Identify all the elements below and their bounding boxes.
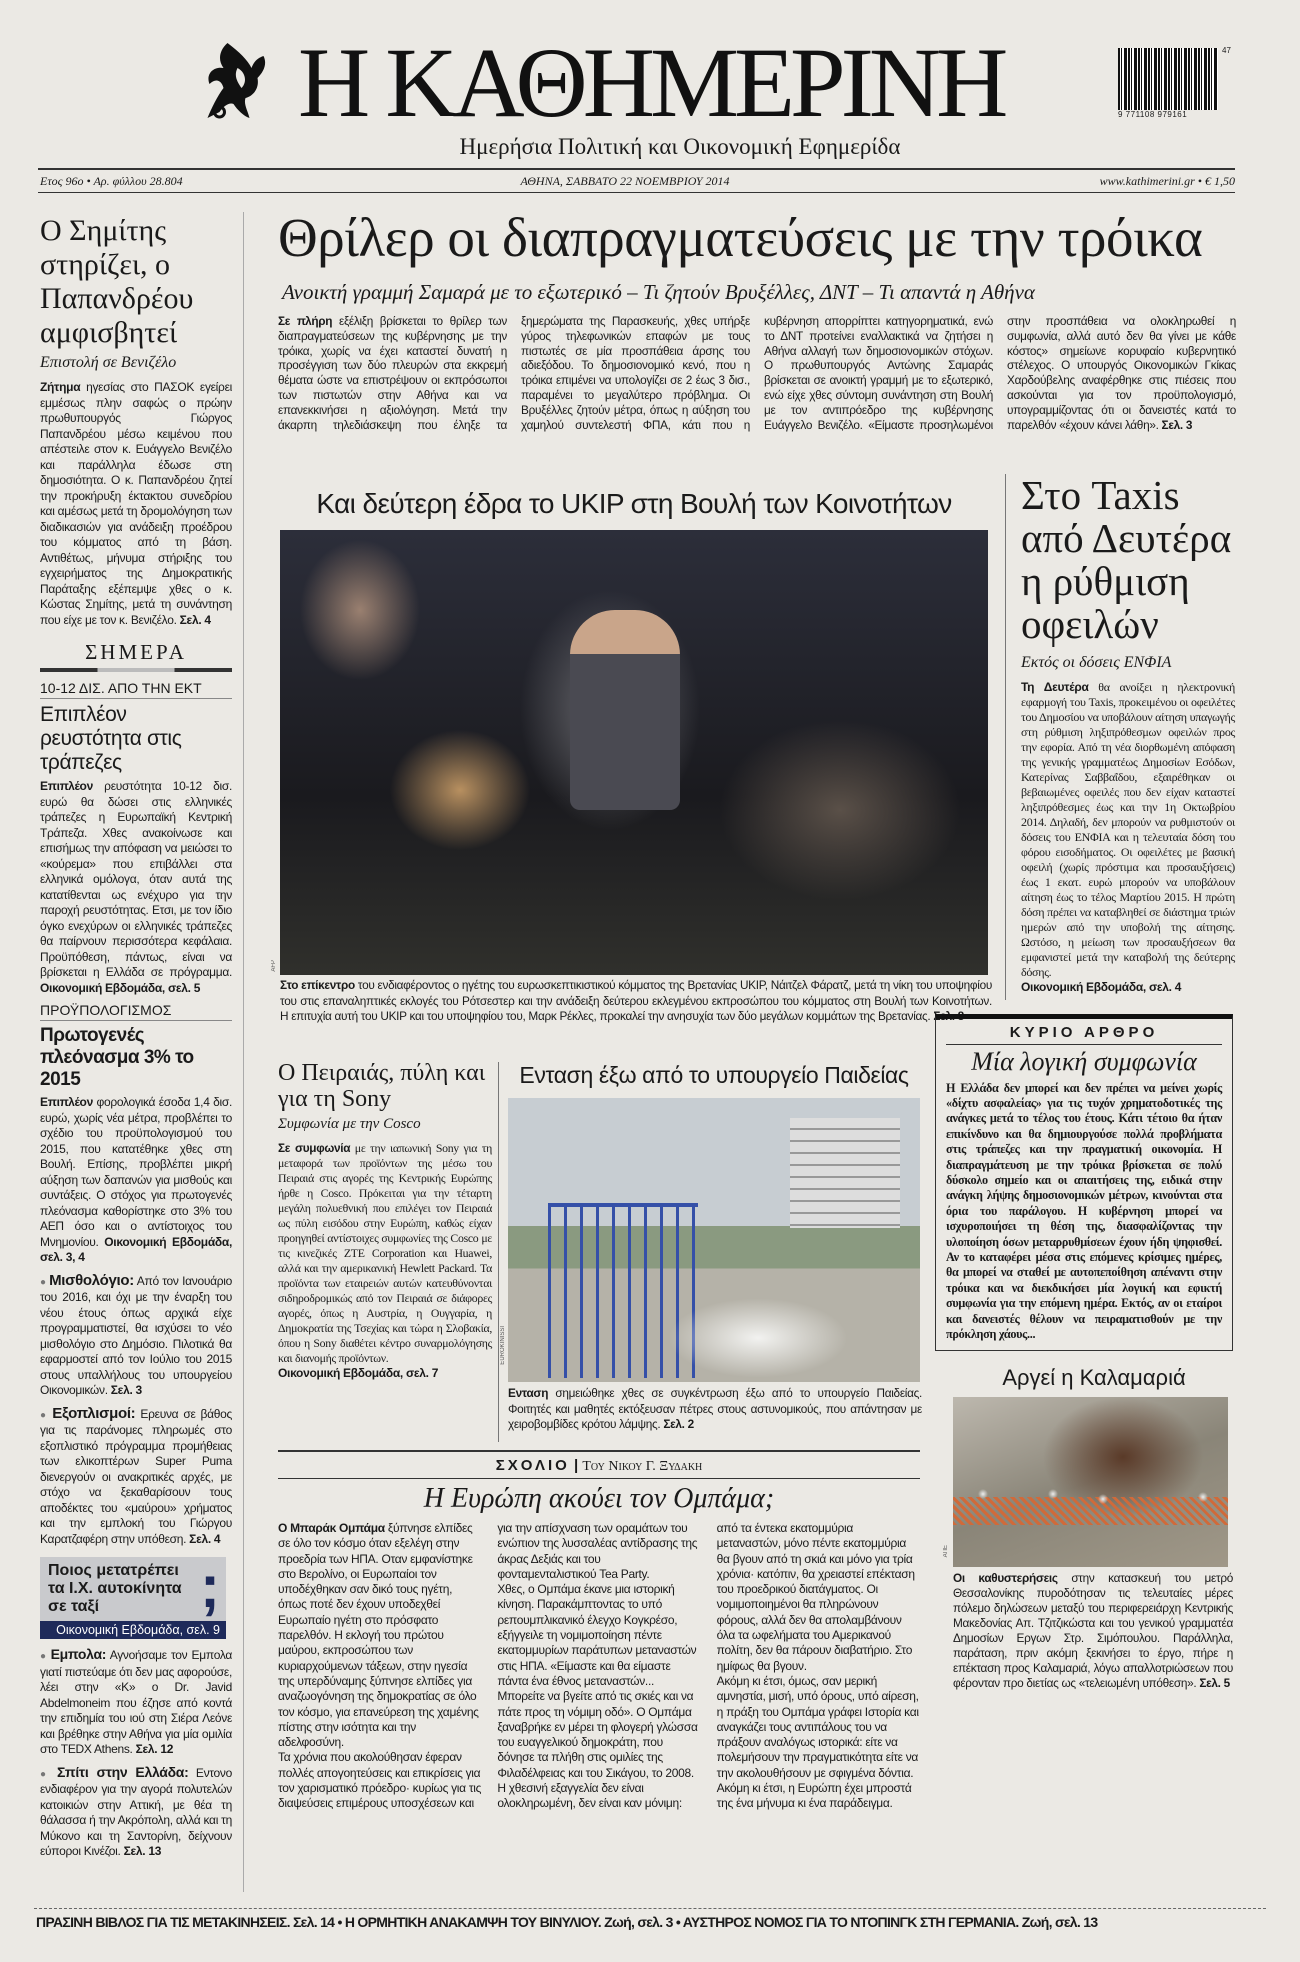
masthead-subtitle: Ημερήσια Πολιτική και Οικονομική Εφημερίδα xyxy=(459,134,901,159)
page-ref: Σελ. 4 xyxy=(186,1531,221,1546)
masthead-rule-bottom xyxy=(38,192,1235,193)
paragraph: Χθες, ο Ομπάμα έκανε μια ιστορική κίνηση. Παρακάμπτοντας το υπό ρεπουμπλικανικό έλεγχο Κογκρέσο, εξήγγειλε τη νομιμοποίηση πέντε εκατομμυρίων παράτυπων μεταναστών στις ΗΠΑ. «Είμαστε και θα είμαστε πάντα ένα έθνος μεταναστών... Μπορείτε να βγείτε από τις σκιές και να πάτε προς τη νόμιμη οδό». Ο Ομπάμα ξαναβρήκε εν μέρει τη φλογερή γλώσσα του ευαγγελικού δημοκράτη, που δόνησε τα πλήθη στις ομιλίες της Φιλαδέλφειας και του Σικάγου, το 2008. xyxy=(497,1582,698,1780)
page-ref: Οικονομική Εβδομάδα, σελ. 3, 4 xyxy=(40,1234,232,1264)
workers xyxy=(973,1489,1213,1549)
body-text: του ενδιαφέροντος ο ηγέτης του ευρωσκεπτικιστικού κόμματος της Βρετανίας UKIP, Νάιτζελ Φάρατζ, μετά τη νίκη του υποψηφίου του στις επαναληπτικές εκλογές του Ρότσεστερ και την ανάδειξη δεύτερου εκλεγμένου εκπροσώπου του κόμματος στη Βουλή των Κοινοτήτων. Η επιτυχία αυτή του UKIP και του υποψηφίου του, Μαρκ Ρέκλες, προκαλεί την ανησυχία των δύο μεγάλων κομμάτων της Βρετανίας. xyxy=(280,978,992,1023)
paragraph: Η χθεσινή εξαγγελία δεν είναι ολοκληρωμένη, δεν είναι καν μόνιμη: από τα έντεκα εκατομμύρια μεταναστών, μόνο πέντε εκατομμύρια θα βγουν από τη σκιά και μόνο για τρία χρόνια· κατόπιν, θα χρειαστεί επέκταση του προεδρικού διατάγματος. Οι νομιμοποιημένοι θα πληρώνουν φόρους, αλλά δεν θα απολαμβάνουν όλα τα ωφελήματα του Αμερικανού πολίτη, δεν θα πάρουν διαβατήριο. Στο ημίφως θα βγουν. xyxy=(497,1521,915,1811)
comment-body xyxy=(278,1521,920,1812)
subhead: Συμφωνία με την Cosco xyxy=(278,1116,421,1132)
ukip-headline: Και δεύτερη έδρα το UKIP στη Βουλή των Κοινοτήτων xyxy=(316,488,952,519)
editorial-headline: Μία λογική συμφωνία xyxy=(971,1046,1197,1076)
kicker: ΠΡΟΫΠΟΛΟΓΙΣΜΟΣ xyxy=(40,1002,232,1021)
dateline: ΑΘΗΝΑ, ΣΑΒΒΑΤΟ 22 ΝΟΕΜΒΡΙΟΥ 2014 xyxy=(520,174,730,188)
bullet-lead: Μισθολόγιο: xyxy=(49,1271,134,1289)
barcode xyxy=(1118,48,1236,128)
lead-word: Ενταση xyxy=(508,1386,549,1400)
semicolon-icon: ; xyxy=(200,1553,220,1620)
barcode-addon: 47 xyxy=(1222,46,1231,55)
lead-word: Σε συμφωνία xyxy=(278,1141,351,1155)
editorial-text: Η Ελλάδα δεν μπορεί και δεν πρέπει να μείνει χωρίς «δίχτυ ασφαλείας» για τις τυχόν χρηματοδοτικές της ανάγκες μετά το τέλος του έτους. Κάτι τέτοιο θα ήταν επικίνδυνο και θα δημιουργούσε πολλά προβλήματα στις τράπεζες και την πραγματική οικονομία. Η διαπραγμάτευση με την τρόικα βρίσκεται σε πολύ δύσκολο σημείο και οι απαιτήσεις της, ειδικά στην ανάγκη λήψης δημοσιονομικών μέτρων, κινούνται στα όρια του παράλογου. Η κυβέρνηση μπορεί να ισχυροποιήσει τη θέση της, διασφαλίζοντας την υλοποίηση όσων μεταρρυθμίσεων έχουν ήδη ψηφισθεί. Αν το καταφέρει μέσα στις επόμενες κρίσιμες ημέρες, θα μπορεί να σταθεί με αυτοπεποίθηση απέναντι στην τρόικα και να διεκδικήσει μία λογική και εφικτή συμφωνία για την επόμενη ημέρα. Εκτός, αν οι εταίροι και δανειστές θέλουν να πειραματισθούν με την πρόκληση χάους... xyxy=(946,1080,1222,1341)
body-text: θα ανοίξει η ηλεκτρονική εφαρμογή του Taxis, προκειμένου οι οφειλέτες του Δημοσίου να υποβάλουν αίτηση υπαγωγής στη ρύθμιση ληξιπρόθεσμων οφειλών προς την εφορία. Από τη νέα διορθωμένη απόφαση της γενικής γραμματέως Δημοσίων Εσόδων, Κατερίνας Σαββαΐδου, εξαιρέθηκαν οι βεβαιωμένες οφειλές που δεν είχαν καταστεί ληξιπρόθεσμες έως και την 1η Οκτωβρίου 2014. Δηλαδή, δεν μπορούν να ρυθμιστούν οι δόσεις του ΕΝΦΙΑ και η τελευταία δόση του φόρου εισοδήματος. Οι οφειλέτες με βασική οφειλή (χωρίς πρόστιμα και προσαυξήσεις) έως 1 εκατ. ευρώ μπορούν να υποβάλουν αίτηση έως το τέλος Μαρτίου 2015. Η πρώτη δόση πρέπει να καταβληθεί σε διάστημα τριών ημερών από την υποβολή της αίτησης. Ωστόσο, η μείωση των προσαυξήσεων θα εμφανιστεί μετά την καταβολή της δεύτερης δόσης. xyxy=(1021,680,1235,979)
building xyxy=(790,1118,900,1228)
comment-header: ΣΧΟΛΙΟ | Του Νικου Γ. Ξυδακη xyxy=(495,1457,703,1474)
bullet-lead: Εξοπλισμοί: xyxy=(52,1404,136,1422)
lead-word: Ο Μπαράκ Ομπάμα xyxy=(278,1521,385,1535)
headline: Στο Taxis από Δευτέρα η ρύθμιση οφειλών xyxy=(1021,472,1232,647)
today-section xyxy=(40,640,232,672)
education-caption xyxy=(508,1386,922,1433)
lead-word: Τη Δευτέρα xyxy=(1021,680,1089,694)
page-ref: Σελ. 13 xyxy=(120,1844,162,1858)
ukip-caption xyxy=(280,978,992,1025)
photo-credit: AFP xyxy=(271,960,277,972)
comment-author: Του Νικου Γ. Ξυδακη xyxy=(582,1459,703,1474)
today-label: ΣΗΜΕΡΑ xyxy=(85,640,187,664)
page-ref: Σελ. 3 xyxy=(107,1383,142,1397)
ticker-rule xyxy=(34,1908,1266,1909)
lead-word: Επιπλέον xyxy=(40,779,93,793)
headline: Πρωτογενές πλεόνασμα 3% το 2015 xyxy=(40,1025,194,1090)
column-divider xyxy=(498,1062,499,1442)
page-ref: Οικονομική Εβδομάδα, σελ. 4 xyxy=(1021,980,1182,994)
paragraph: Τα χρόνια που ακολούθησαν έφεραν πολλές απογοητεύσεις και επικρίσεις για τον χαρισματικό πρόεδρο· κυρίως για τις διαψεύσεις επιμέρους υποσχέσεων και για την απίσχναση των οραμάτων του ενώπιον της λυσσαλέας αντίδρασης της άκρας Δεξιάς και του φονταμενταλιστικού Tea Party. xyxy=(278,1521,698,1811)
story-piraeus xyxy=(278,1060,492,1382)
page-ref: Σελ. 4 xyxy=(176,612,211,627)
body-text: με την ιαπωνική Sony για τη μεταφορά των προϊόντων της μέσω του Πειραιά στις αγορές της Κεντρικής Ευρώπης ήρθε η Cosco. Πρόκειται για την τέταρτη μεγάλη πολυεθνική που επιλέγει τον Πειραιά ως πύλη εισόδου στην Ευρώπη, καθώς είχαν προηγηθεί αντίστοιχες συμφωνίες της Cosco με τις κινεζικές ΖΤΕ Corporation και Huawei, αλλά και την αμερικανική Hewlett Packard. Τα προϊόντα των εταιρειών αυτών κατευθύνονται σιδηροδρομικώς από τον Πειραιά σε διάφορες αγορές, όπως η Αυστρία, η Ουγγαρία, η Δημοκρατία της Τσεχίας και τώρα η Σλοβακία, όπου η Sony διαθέτει κέντρο συναρμολόγησης και διανομής προϊόντων. xyxy=(278,1141,493,1365)
barcode-digits: 9 771108 979161 xyxy=(1118,110,1188,119)
comment-rule-bottom xyxy=(278,1478,920,1479)
comment-headline: Η Ευρώπη ακούει τον Ομπάμα; xyxy=(423,1483,775,1514)
lead-body xyxy=(278,314,1236,432)
farage-figure xyxy=(570,610,680,810)
page-ref: Σελ. 2 xyxy=(660,1417,694,1431)
subhead: Επιστολή σε Βενιζέλο xyxy=(40,354,177,371)
story-taxis xyxy=(1005,474,1235,1000)
headline: Ο Σημίτης στηρίζει, ο Παπανδρέου αμφισβητεί xyxy=(40,214,194,349)
website-price: www.kathimerini.gr • € 1,50 xyxy=(1099,174,1235,188)
lead-word: Ζήτημα xyxy=(40,380,81,394)
smoke xyxy=(668,1298,848,1378)
comment-label: ΣΧΟΛΙΟ xyxy=(495,1457,570,1474)
story-budget xyxy=(40,1002,232,1266)
lead-word: Επιπλέον xyxy=(40,1095,93,1109)
body-text: σημειώθηκε χθες σε συγκέντρωση έξω από το υπουργείο Παιδείας. Φοιτητές και μαθητές εκτόξευσαν πέτρες στους αστυνομικούς, που απάντησαν με χειροβομβίδες κρότου λάμψης. xyxy=(508,1386,922,1431)
story-simitis xyxy=(40,214,232,628)
lead-word: Οι καθυστερήσεις xyxy=(953,1571,1058,1586)
lead-subhead: Ανοικτή γραμμή Σαμαρά με το εξωτερικό – Τι ζητούν Βρυξέλλες, ΔΝΤ – Τι απαντά η Αθήνα xyxy=(282,280,1035,304)
masthead-logo xyxy=(195,38,280,123)
body-text: ρευστότητα 10-12 δισ. ευρώ θα δώσει στις ελληνικές τράπεζες η Ευρωπαϊκή Κεντρική Τράπεζα. Χθες ανακοίνωσε και επισήμως την απόφαση να μειώσει το «κούρεμα» που επιβάλλει στα ελληνικά ομόλογα, όταν αυτά της κατατίθενται ως ενέχυρο για την παροχή ρευστότητας. Ετσι, με τον ίδιο όγκο ενεχύρων οι ελληνικές τράπεζες θα παίρνουν περισσότερα κεφάλαια. Προϋπόθεση, πάντως, είναι να βρίσκεται η Ελλάδα σε πρόγραμμα. xyxy=(40,779,232,979)
bullet-text: Από τον Ιανουάριο του 2016, και όχι με την έναρξη του νέου έτους όπως αρχικά είχε προγραμματιστεί, θα ισχύσει το νέο μισθολόγιο στο Δημόσιο. Πιλοτικά θα εφαρμοστεί από τον Ιούλιο του 2015 στους υπαλλήλους του υπουργείου Οικονομικών. xyxy=(40,1273,232,1397)
bullet-lead: Σπίτι στην Ελλάδα: xyxy=(57,1763,189,1780)
education-headline: Ενταση έξω από το υπουργείο Παιδείας xyxy=(519,1062,909,1088)
left-column-divider xyxy=(243,212,244,1892)
paragraph: Ακόμη κι έτσι, όμως, σαν μερική αμνηστία, μισή, υπό όρους, υπό αίρεση, η πράξη του Ομπάμα γράφει Ιστορία και αναγκάζει τους αντιπάλους του να πράξουν αναλόγως ιστορικά: είτε να πολεμήσουν την πραγματικότητα είτε να την ακολουθήσουν με σφιγμένα δόντια. xyxy=(716,1673,919,1780)
photo-credit: EUROKINISSI xyxy=(500,1326,506,1365)
headline: Ο Πειραιάς, πύλη και για τη Sony xyxy=(278,1060,486,1112)
bullet-text: Ερευνα σε βάθος για τις παράνομες πληρωμές στο εξοπλιστικό πρόγραμμα προμήθειας των ελικοπτέρων Super Puma διενεργούν οι ανακριτικές αρχές, με στόχο να ξεκαθαρίσουν τους αποδέκτες του «μαύρου» χρήματος και την εμπλοκή του Γιώργου Καρατζαφέρη στην υπόθεση. xyxy=(40,1406,233,1546)
ukip-photo[interactable] xyxy=(280,530,988,975)
left-column xyxy=(40,214,232,1860)
promo-ref: Οικονομική Εβδομάδα, σελ. 9 xyxy=(40,1621,226,1639)
page-ref: Σελ. 8 xyxy=(930,1009,964,1023)
page-ref: Οικονομική Εβδομάδα, σελ. 7 xyxy=(278,1366,439,1380)
kicker: 10-12 ΔΙΣ. ΑΠΟ ΤΗΝ ΕΚΤ xyxy=(40,680,232,699)
lead-word: Στο επίκεντρο xyxy=(280,978,355,992)
promo-headline: Ποιος μετατρέπει τα Ι.Χ. αυτοκίνητα σε ταξί xyxy=(48,1562,182,1615)
lead-headline: Θρίλερ οι διαπραγματεύσεις με την τρόικα xyxy=(278,207,1203,268)
kalamaria-photo[interactable] xyxy=(953,1397,1228,1567)
education-photo[interactable] xyxy=(508,1098,920,1382)
bullet-lead: Εμπολα: xyxy=(50,1646,107,1662)
subhead: Εκτός οι δόσεις ΕΝΦΙΑ xyxy=(1021,654,1172,671)
paragraph: Ακόμη κι έτσι, η Ευρώπη έχει μπροστά της ένα μήνυμα κι ένα παράδειγμα. xyxy=(716,1781,912,1811)
headline: Επιπλέον ρευστότητα στις τράπεζες xyxy=(40,703,182,774)
masthead-title: Η ΚΑΘΗΜΕΡΙΝΗ xyxy=(298,27,1004,138)
body-text: ξύπνησε ελπίδες σε όλο τον κόσμο όταν εξελέγη στην προεδρία των ΗΠΑ. Οταν εμφανίστηκε στο Βερολίνο, οι Ευρωπαίοι τον υποδέχθηκαν σαν δικό τους ηγέτη, όπως ποτέ δεν έχουν υποδεχθεί Ευρωπαίο ηγέτη στο πρόσφατο παρελθόν. Η εκλογή του πρώτου μαύρου, εκπροσώπου των κυριαρχούμενων τάξεων, στην ηγεσία της υπερδύναμης ξύπνησε ελπίδες για αναζωογόνηση της δημοκρατίας σε όλο τον κόσμο, για επανεύρεση της χαμένης πίστης στην ισότητα και την αδελφοσύνη. xyxy=(278,1521,479,1750)
page-ref: Σελ. 3 xyxy=(1158,417,1193,432)
page-ref: Σελ. 12 xyxy=(132,1742,174,1756)
story-ecb xyxy=(40,680,232,996)
bottom-ticker: ΠΡΑΣΙΝΗ ΒΙΒΛΟΣ ΓΙΑ ΤΙΣ ΜΕΤΑΚΙΝΗΣΕΙΣ. Σελ. 14 • Η ΟΡΜΗΤΙΚΗ ΑΝΑΚΑΜΨΗ ΤΟΥ ΒΙΝΥΛΙΟΥ. Ζωή, σελ. 3 • ΑΥΣΤΗΡΟΣ ΝΟΜΟΣ ΓΙΑ ΤΟ ΝΤΟΠΙΝΓΚ ΣΤΗ ΓΕΡΜΑΝΙΑ. Ζωή, σελ. 13 xyxy=(36,1914,1098,1930)
photo-credit: ΑΠΕ xyxy=(943,1545,949,1558)
body-text: εξέλιξη βρίσκεται το θρίλερ των διαπραγματεύσεων της κυβέρνησης με την τρόικα, χωρίς να έχει καταστεί δυνατή η προσέγγιση των δύο πλευρών στα εκκρεμή θέματα ώστε να επιστρέψουν οι εκπρόσωποι των πιστωτών στην Αθήνα και να επανεκκινήσει η αξιολόγηση. Μετά την άκαρπη τηλεδιάσκεψη που έληξε τα ξημερώματα της Παρασκευής, χθες υπήρξε γύρος τηλεφωνικών επαφών με τους πιστωτές σε μία προσπάθεια άρσης του αδιεξόδου. Το δημοσιονομικό κενό, που η τρόικα επιμένει να υπολογίζει σε 2 έως 3 δισ., παραμένει το μεγαλύτερο πρόβλημα. Οι Βρυξέλλες ζητούν μέτρα, όπως η αύξηση του χαμηλού συντελεστή ΦΠΑ, κάτι που η κυβέρνηση απορρίπτει κατηγορηματικά, ενώ το ΔΝΤ προτείνει εναλλακτικά να ζητήσει η Αθήνα αλλαγή των δημοσιονομικών στόχων. Ο πρωθυπουργός Αντώνης Σαμαράς βρίσκεται σε ανοικτή γραμμή με το εξωτερικό, ενώ είχε χθες σύντομη συνάντηση στη Βουλή με τον αντιπρόεδρο της κυβέρνησης Ευάγγελο Βενιζέλο. «Είμαστε προσηλωμένοι στην προσπάθεια να ολοκληρωθεί η συμφωνία, αλλά αυτό δεν θα γίνει με κάθε κόστος» σημείωνε κορυφαίο κυβερνητικό στέλεχος. Ο υπουργός Οικονομικών Γκίκας Χαρδούβελης αναφέρθηκε στις πιέσεις που ασκούνται για τον προϋπολογισμό, υπογραμμίζοντας ότι οι δανειστές κατά το παρελθόν «έχουν κάνει λάθη». xyxy=(278,314,1236,432)
griffin-icon xyxy=(195,38,280,123)
right-column xyxy=(935,474,1235,1691)
page-ref: Σελ. 5 xyxy=(1196,1676,1230,1691)
lead-word: Σε πλήρη xyxy=(278,314,333,328)
body-text: ηγεσίας στο ΠΑΣΟΚ εγείρει εμμέσως πλην σαφώς ο πρώην πρωθυπουργός Γιώργος Παπανδρέου μέσω κειμένου που απέστειλε στον κ. Ευάγγελο Βενιζέλο και παράλληλα έδωσε στη δημοσιότητα. Ο κ. Παπανδρέου ζητεί την προκήρυξη έκτακτου συνεδρίου και αμέσως μετά τη δρομολόγηση των διαδικασιών για ανάδειξη προέδρου του κόμματος από τη βάση. Αντιθέτως, μήνυμα στήριξης του εγχειρήματος της Δημοκρατικής Παράταξης εξέπεμψε χθες ο κ. Κώστας Σημίτης, μετά τη συνάντηση που είχε με τον κ. Βενιζέλο. xyxy=(40,380,232,627)
editorial-box xyxy=(935,1014,1233,1352)
promo-box[interactable] xyxy=(40,1553,226,1639)
issue-number: Ετος 96ο • Αρ. φύλλου 28.804 xyxy=(40,174,183,188)
comment-section xyxy=(278,1450,920,1812)
today-underline xyxy=(40,668,232,672)
bullet-text: Εντονο ενδιαφέρον για την αγορά πολυτελών κατοικιών στην Αττική, με θέα τη θάλασσα ή την Ακρόπολη, αλλά και τη Μύκονο και τη Σαντορίνη, δείχνουν εύποροι Κινέζοι. xyxy=(40,1765,233,1858)
bullet-text: Αγνοήσαμε τον Εμπολα γιατί πιστεύαμε ότι δεν μας αφορούσε, λέει στην «Κ» ο Dr. Javid Abdelmoneim που έζησε από κοντά την επιδημία του ιού στη Σιέρα Λεόνε και βρέθηκε στην Αθήνα για μία ομιλία στο TEDX Athens. xyxy=(40,1648,232,1756)
body-text: στην κατασκευή του μετρό Θεσσαλονίκης πυροδότησαν τις τελευταίες μέρες πόλεμο δηλώσεων μεταξύ του περιφερειάρχη Κεντρικής Μακεδονίας Απ. Τζιτζικώστα και του γενικού γραμματέα Δημοσίων Εργων Στρ. Σιμόπουλου. Παράλληλα, παράταση, πριν ακόμη ξεκινήσει το έργο, πήρε η επέκταση προς Καλαμαριά, λόγω απαλλοτριώσεων που φέρονταν προ διετίας ως «τελειωμένη υπόθεση». xyxy=(953,1571,1234,1691)
editorial-label: ΚΥΡΙΟ ΑΡΘΡΟ xyxy=(946,1024,1222,1045)
page-ref: Οικονομική Εβδομάδα, σελ. 5 xyxy=(40,980,201,995)
story-kalamaria xyxy=(935,1365,1235,1691)
body-text: φορολογικά έσοδα 1,4 δισ. ευρώ, χωρίς νέα μέτρα, προβλέπει το σχέδιο του προϋπολογισμού του 2015, που κατατέθηκε χθες στη Βουλή. Επίσης, προβλέπει μικρή αύξηση των δαπανών για μισθούς και συντάξεις. Ο στόχος για πρωτογενές πλεόνασμα καθορίστηκε στο 3% του ΑΕΠ όσο και ο αντίστοιχος του Μνημονίου. xyxy=(40,1095,232,1249)
masthead-rule-top xyxy=(38,168,1235,170)
kalamaria-headline: Αργεί η Καλαμαριά xyxy=(1002,1365,1186,1391)
